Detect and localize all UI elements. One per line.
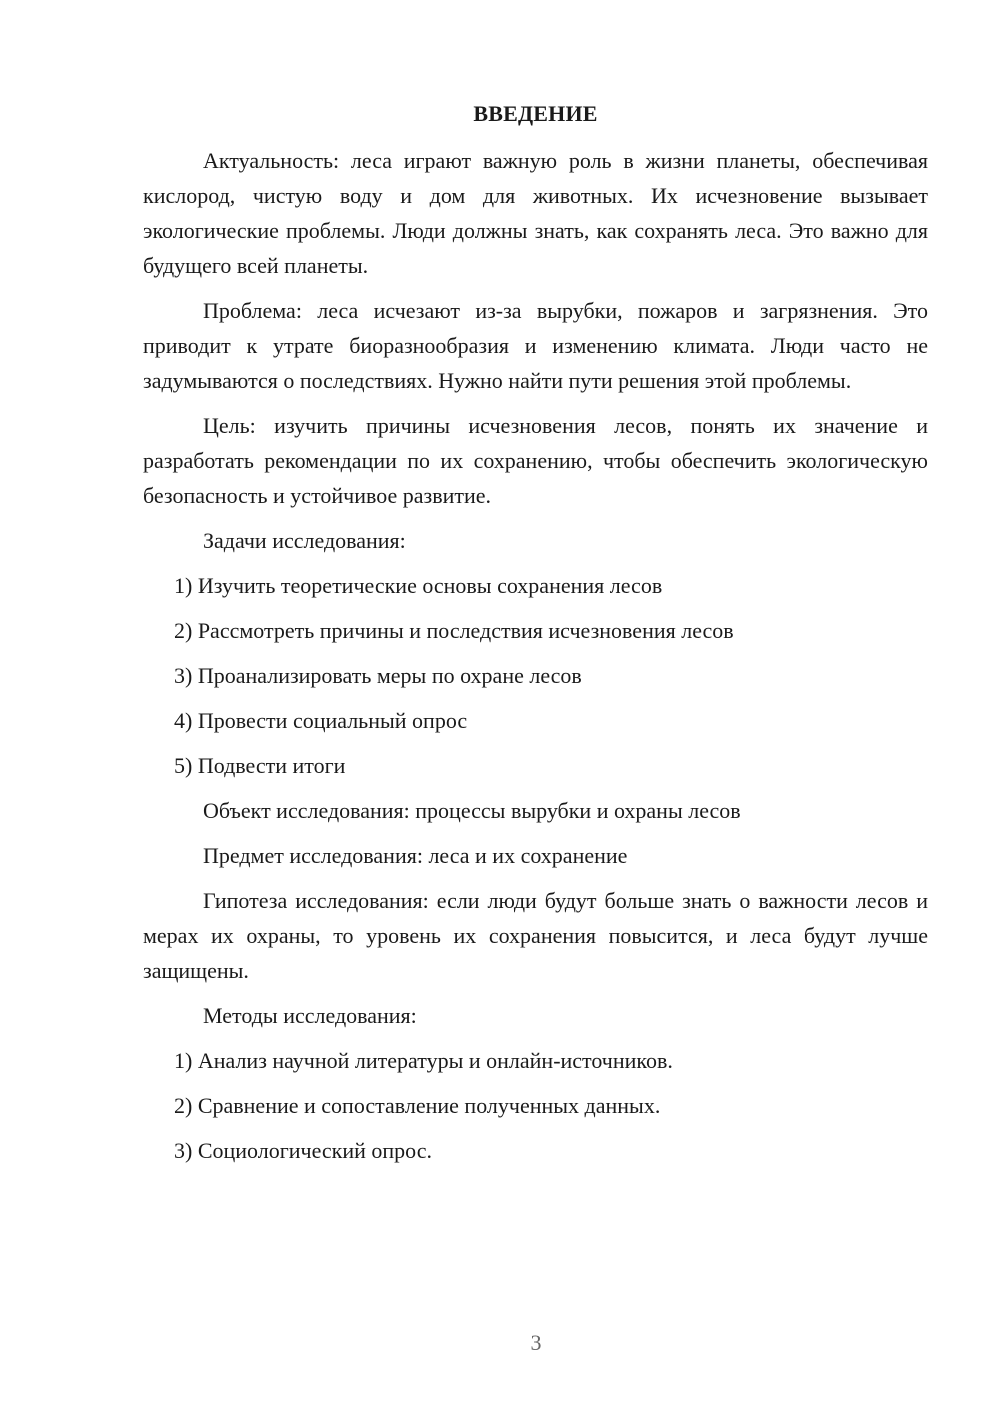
research-subject: Предмет исследования: леса и их сохранение xyxy=(203,843,628,868)
list-item: 4) Провести социальный опрос xyxy=(174,708,468,733)
list-item: 1) Анализ научной литературы и онлайн-источников. xyxy=(174,1048,673,1073)
list-item: 3) Проанализировать меры по охране лесов xyxy=(174,663,582,688)
methods-title: Методы исследования: xyxy=(203,1003,417,1028)
section-heading: ВВЕДЕНИЕ xyxy=(473,101,598,126)
list-item: 1) Изучить теоретические основы сохранения лесов xyxy=(174,573,663,598)
problem-paragraph: Проблема: леса исчезают из-за вырубки, пожаров и загрязнения. Это приводит к утрате биоразнообразия и изменению климата. Люди часто не задумываются о последствиях. Нужно найти пути решения этой проблемы. xyxy=(143,298,928,393)
list-item: 2) Рассмотреть причины и последствия исчезновения лесов xyxy=(174,618,734,643)
list-item: 2) Сравнение и сопоставление полученных данных. xyxy=(174,1093,661,1118)
methods-list xyxy=(143,1043,928,1168)
tasks-title: Задачи исследования: xyxy=(203,528,406,553)
list-item: 3) Социологический опрос. xyxy=(174,1138,432,1163)
research-object: Объект исследования: процессы вырубки и охраны лесов xyxy=(203,798,741,823)
tasks-list xyxy=(143,568,928,783)
hypothesis-paragraph: Гипотеза исследования: если люди будут больше знать о важности лесов и мерах их охраны, то уровень их сохранения повысится, и леса будут лучше защищены. xyxy=(143,888,928,983)
list-item: 5) Подвести итоги xyxy=(174,753,346,778)
page-number: 3 xyxy=(530,1330,542,1355)
relevance-paragraph: Актуальность: леса играют важную роль в жизни планеты, обеспечивая кислород, чистую воду и дом для животных. Их исчезновение вызывает экологические проблемы. Люди должны знать, как сохранять леса. Это важно для будущего всей планеты. xyxy=(143,148,928,278)
goal-paragraph: Цель: изучить причины исчезновения лесов, понять их значение и разработать рекомендации по их сохранению, чтобы обеспечить экологическую безопасность и устойчивое развитие. xyxy=(143,413,928,508)
page-content xyxy=(143,96,928,1178)
